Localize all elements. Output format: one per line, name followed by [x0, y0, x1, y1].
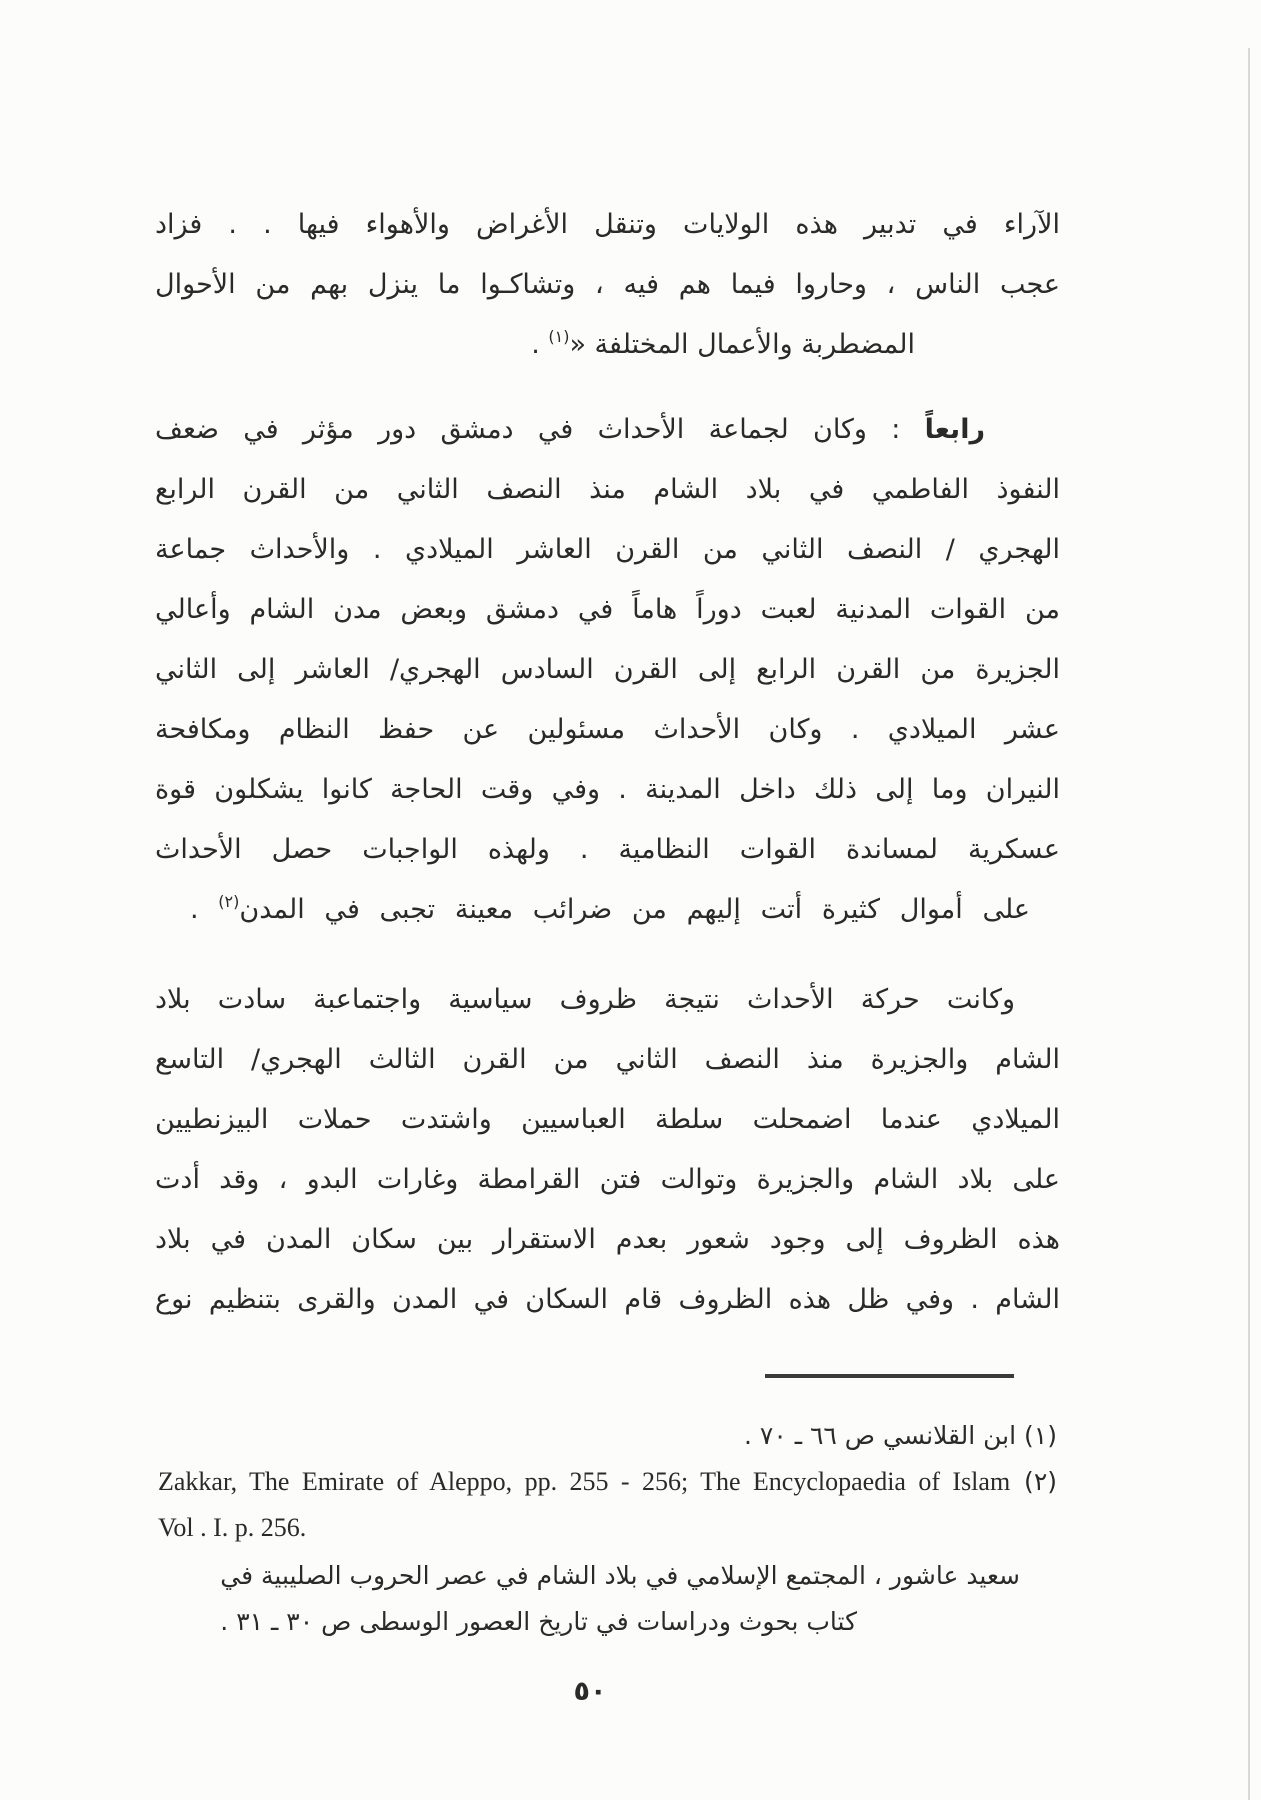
- text-line: الشام والجزيرة منذ النصف الثاني من القرن الثالث الهجري/ التاسع: [155, 1044, 1060, 1075]
- text-line: النفوذ الفاطمي في بلاد الشام منذ النصف الثاني من القرن الرابع: [155, 474, 1060, 505]
- text-line: الشام . وفي ظل هذه الظروف قام السكان في المدن والقرى بتنظيم نوع: [155, 1284, 1060, 1315]
- page-number: ٥٠: [573, 1676, 607, 1707]
- text-line: هذه الظروف إلى وجود شعور بعدم الاستقرار بين سكان المدن في بلاد: [155, 1224, 1060, 1255]
- scan-edge-artifact: [1248, 48, 1250, 1800]
- text-line: عجب الناس ، وحاروا فيما هم فيه ، وتشاكـوا ما ينزل بهم من الأحوال: [155, 269, 1060, 300]
- text-line: من القوات المدنية لعبت دوراً هاماً في دمشق وبعض مدن الشام وأعالي: [155, 594, 1060, 625]
- text-line: عسكرية لمساندة القوات النظامية . ولهذه الواجبات حصل الأحداث: [155, 834, 1060, 865]
- paragraph-ahdath-causes: [155, 970, 1060, 1330]
- text-line: [155, 315, 1060, 375]
- text-line: الآراء في تدبير هذه الولايات وتنقل الأغراض والأهواء فيها . . فزاد: [155, 209, 1060, 240]
- text-line: الميلادي عندما اضمحلت سلطة العباسيين واشتدت حملات البيزنطيين: [155, 1104, 1060, 1135]
- footnote-1: (١) ابن القلانسي ص ٦٦ ـ ٧٠ .: [744, 1421, 1057, 1450]
- footnote-2-arabic-line-1: سعيد عاشور ، المجتمع الإسلامي في بلاد الشام في عصر الحروب الصليبية في: [220, 1561, 1020, 1590]
- text-line: [155, 400, 1060, 460]
- text-line: على بلاد الشام والجزيرة وتوالت فتن القرامطة وغارات البدو ، وقد أدت: [155, 1164, 1060, 1195]
- footnote-2-arabic-line-2: كتاب بحوث ودراسات في تاريخ العصور الوسطى ص ٣٠ ـ ٣١ .: [220, 1607, 857, 1636]
- text-line: عشر الميلادي . وكان الأحداث مسئولين عن حفظ النظام ومكافحة: [155, 714, 1060, 745]
- text-line: وكانت حركة الأحداث نتيجة ظروف سياسية واجتماعبة سادت بلاد: [155, 984, 1015, 1015]
- paragraph-fourthly: [155, 400, 1060, 940]
- footnote-separator: [765, 1374, 1014, 1378]
- text-run: : وكان لجماعة الأحداث في دمشق دور مؤثر في ضعف: [155, 414, 925, 445]
- text-line: الجزيرة من القرن الرابع إلى القرن السادس الهجري/ العاشر إلى الثاني: [155, 654, 1060, 685]
- footnote-2-english-line-1: [158, 1458, 1057, 1506]
- text-run: .: [531, 329, 549, 360]
- footnote-ref-2: (٢): [218, 892, 240, 911]
- footnote-2-english-line-2: Vol . I. p. 256.: [158, 1513, 307, 1542]
- footnote-2-marker: (٢): [1024, 1467, 1058, 1496]
- text-line: النيران وما إلى ذلك داخل المدينة . وفي وقت الحاجة كانوا يشكلون قوة: [155, 774, 1060, 805]
- text-line: [155, 880, 1060, 940]
- paragraph-lead-word: رابعاً: [924, 414, 985, 445]
- footnote-2-english-text: Zakkar, The Emirate of Aleppo, pp. 255 - 256; The Encyclopaedia of Islam: [158, 1467, 1011, 1496]
- text-run: .: [190, 894, 219, 925]
- text-line: الهجري / النصف الثاني من القرن العاشر الميلادي . والأحداث جماعة: [155, 534, 1060, 565]
- text-run: على أموال كثيرة أتت إليهم من ضرائب معينة تجبى في المدن: [239, 894, 1031, 925]
- footnote-ref-1: (١): [548, 327, 570, 346]
- paragraph-quotation: [155, 195, 1060, 375]
- text-run: المضطربة والأعمال المختلفة «: [569, 329, 915, 360]
